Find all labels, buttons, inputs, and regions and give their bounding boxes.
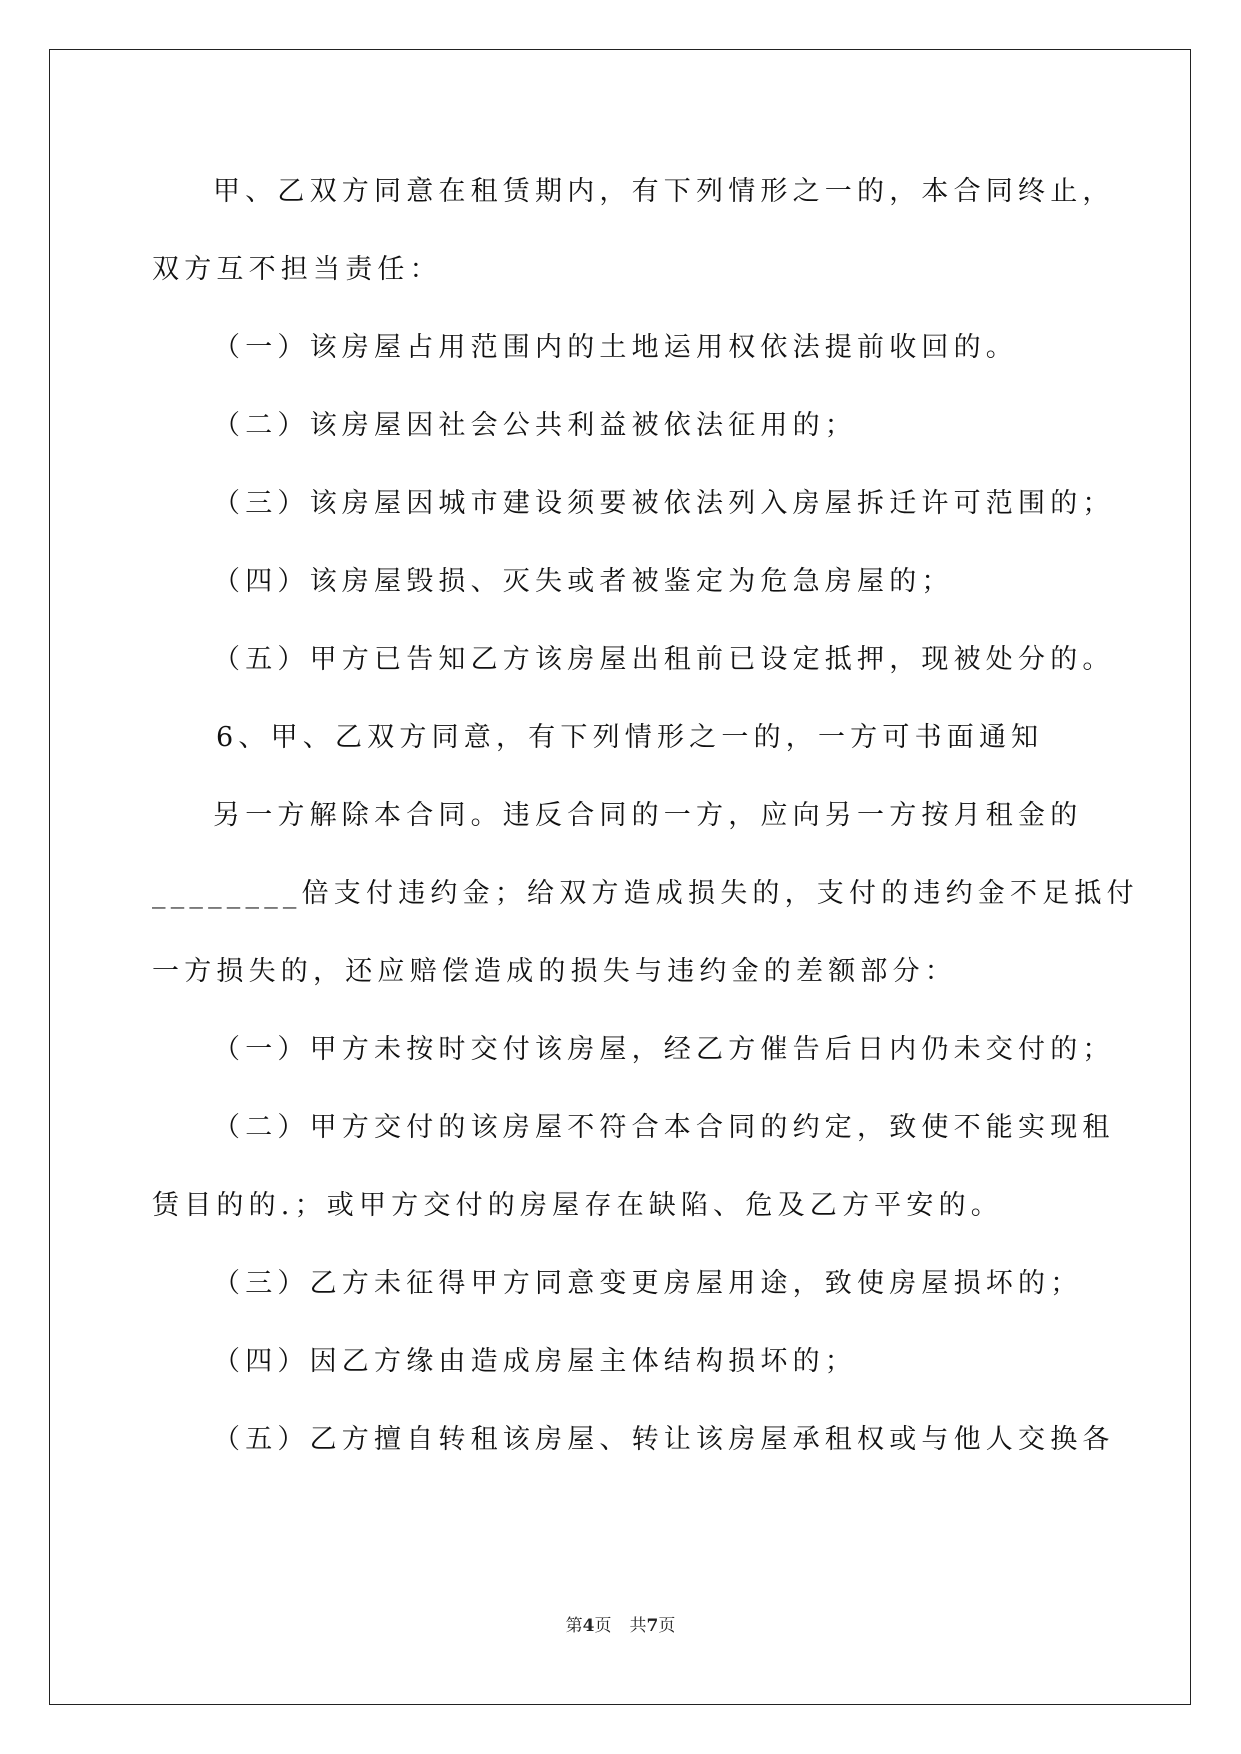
- paragraph-line: 一方损失的，还应赔偿造成的损失与违约金的差额部分：: [152, 956, 957, 987]
- paragraph-line: 甲、乙双方同意在租赁期内，有下列情形之一的，本合同终止，: [213, 176, 1115, 207]
- paragraph-line: （一）甲方未按时交付该房屋，经乙方催告后日内仍未交付的；: [213, 1034, 1115, 1065]
- total-suffix: 页: [658, 1616, 676, 1636]
- paragraph-line: （四）因乙方缘由造成房屋主体结构损坏的；: [213, 1346, 857, 1377]
- total-pages: 7: [646, 1616, 659, 1636]
- paragraph-line: 双方互不担当责任：: [152, 254, 442, 285]
- paragraph-line: （一）该房屋占用范围内的土地运用权依法提前收回的。: [213, 332, 1018, 363]
- paragraph-line: （三）乙方未征得甲方同意变更房屋用途，致使房屋损坏的；: [213, 1268, 1083, 1299]
- page-footer: [0, 1614, 1241, 1638]
- paragraph-line: ________倍支付违约金；给双方造成损失的，支付的违约金不足抵付: [152, 878, 1139, 909]
- paragraph-line: （二）甲方交付的该房屋不符合本合同的约定，致使不能实现租: [213, 1112, 1115, 1143]
- paragraph-line: （四）该房屋毁损、灭失或者被鉴定为危急房屋的；: [213, 566, 954, 597]
- page-suffix: 页: [594, 1616, 612, 1636]
- page-number: 4: [582, 1616, 595, 1636]
- paragraph-line: （五）甲方已告知乙方该房屋出租前已设定抵押，现被处分的。: [213, 644, 1115, 675]
- paragraph-line: （二）该房屋因社会公共利益被依法征用的；: [213, 410, 857, 441]
- paragraph-line: 另一方解除本合同。违反合同的一方，应向另一方按月租金的: [213, 800, 1083, 831]
- paragraph-line: （五）乙方擅自转租该房屋、转让该房屋承租权或与他人交换各: [213, 1424, 1115, 1455]
- paragraph-line: 赁目的的.；或甲方交付的房屋存在缺陷、危及乙方平安的。: [152, 1190, 1003, 1221]
- paragraph-line: （三）该房屋因城市建设须要被依法列入房屋拆迁许可范围的；: [213, 488, 1115, 519]
- page-prefix: 第: [565, 1616, 583, 1636]
- total-prefix: 共: [629, 1616, 647, 1636]
- paragraph-line: 6、甲、乙双方同意，有下列情形之一的，一方可书面通知: [216, 722, 1044, 753]
